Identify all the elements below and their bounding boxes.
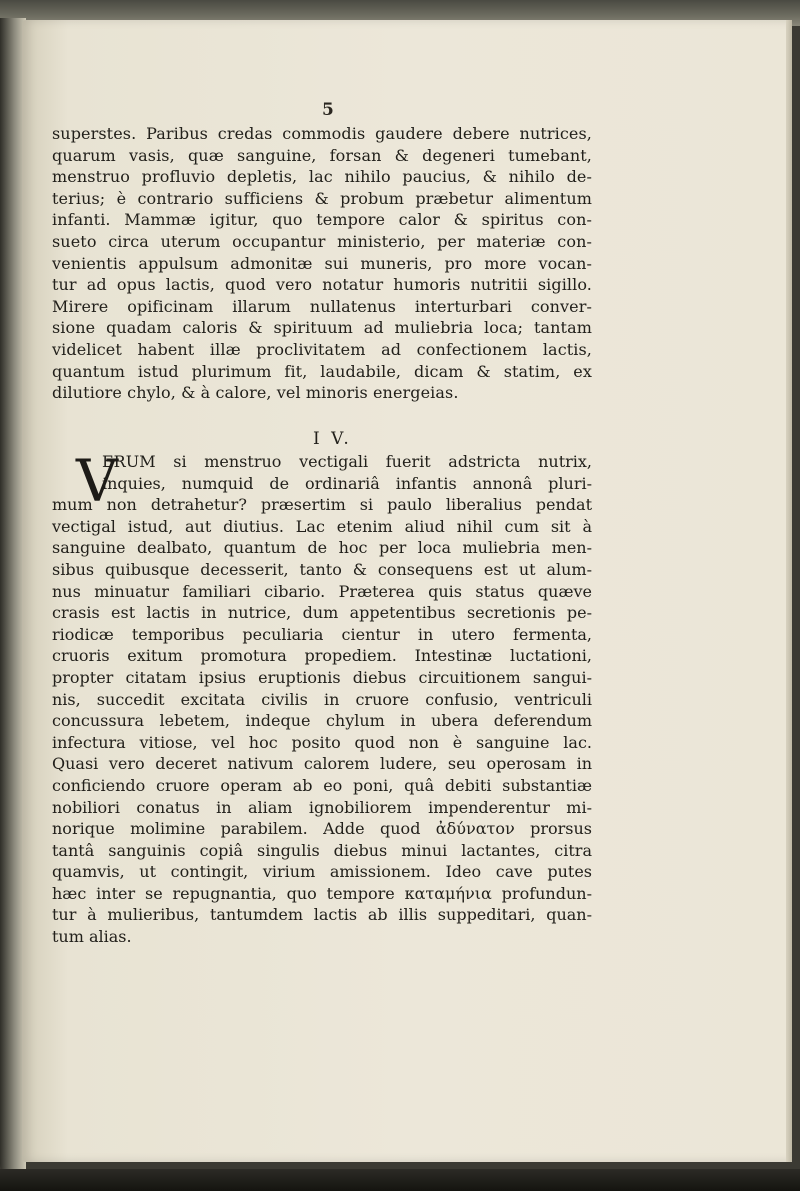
text-line: norique molimine parabilem. Adde quod ἀδύνατον prorsus — [52, 819, 592, 839]
text-line: sione quadam caloris & spirituum ad muliebria loca; tantam — [52, 318, 592, 338]
text-line: infanti. Mammæ igitur, quo tempore calor & spiritus con- — [52, 210, 592, 230]
text-line: ERUM si menstruo vectigali fuerit adstricta nutrix, — [102, 452, 592, 471]
text-line: nobiliori conatus in aliam ignobiliorem impenderentur mi- — [52, 797, 592, 817]
text-line: terius; è contrario sufficiens & probum præbetur alimentum — [52, 188, 592, 208]
text-line: infectura vitiose, vel hoc posito quod non è sanguine lac. — [52, 732, 592, 752]
page-right-edge — [786, 20, 792, 1162]
text-line: nis, succedit excitata civilis in cruore confusio, ventriculi — [52, 689, 592, 709]
text-line: Mirere opificinam illarum nullatenus interturbari conver- — [52, 296, 592, 316]
drop-cap: V — [76, 447, 118, 515]
text-line: quamvis, ut contingit, virium amissionem. Ideo cave putes — [52, 862, 592, 882]
book-binding-bottom — [0, 1169, 800, 1191]
text-line: quantum istud plurimum fit, laudabile, dicam & statim, ex — [52, 361, 592, 381]
text-line: tum alias. — [52, 927, 132, 947]
text-line: superstes. Paribus credas commodis gaudere debere nutrices, — [52, 124, 592, 143]
text-line: sueto circa uterum occupantur ministerio, per materiæ con- — [52, 231, 592, 251]
paragraph-1 — [52, 123, 592, 404]
section-heading: I V. — [313, 429, 352, 449]
text-line: inquies, numquid de ordinariâ infantis annonâ pluri- — [102, 473, 592, 493]
text-line: dilutiore chylo, & à calore, vel minoris energeias. — [52, 383, 459, 403]
text-line: tur à mulieribus, tantumdem lactis ab illis suppeditari, quan- — [52, 905, 592, 925]
text-line: Quasi vero deceret nativum calorem ludere, seu operosam in — [52, 754, 592, 774]
text-line: quarum vasis, quæ sanguine, forsan & degeneri tumebant, — [52, 145, 592, 165]
text-line: hæc inter se repugnantia, quo tempore καταμήνια profundun- — [52, 883, 592, 903]
text-line: crasis est lactis in nutrice, dum appetentibus secretionis pe- — [52, 603, 592, 623]
text-line: sanguine dealbato, quantum de hoc per loca muliebria men- — [52, 538, 592, 558]
paragraph-2 — [52, 447, 592, 948]
text-line: sibus quibusque decesserit, tanto & consequens est ut alum- — [52, 559, 592, 579]
page-number: 5 — [322, 100, 334, 120]
text-line: conficiendo cruore operam ab eo poni, quâ debiti substantiæ — [52, 775, 592, 795]
text-line: vectigal istud, aut diutius. Lac etenim aliud nihil cum sit à — [52, 516, 592, 536]
text-line: propter citatam ipsius eruptionis diebus circuitionem sangui- — [52, 667, 592, 687]
text-line: riodicæ temporibus peculiaria cientur in utero fermenta, — [52, 624, 592, 644]
text-line: nus minuatur familiari cibario. Præterea quis status quæve — [52, 581, 592, 601]
text-line: tantâ sanguinis copiâ singulis diebus minui lactantes, citra — [52, 840, 592, 860]
text-line: venientis appulsum admonitæ sui muneris, pro more vocan- — [52, 253, 592, 273]
text-line: videlicet habent illæ proclivitatem ad confectionem lactis, — [52, 339, 592, 359]
text-line: mum non detrahetur? præsertim si paulo liberalius pendat — [52, 495, 592, 515]
text-line: concussura lebetem, indeque chylum in ubera deferendum — [52, 711, 592, 731]
text-line: cruoris exitum promotura propediem. Intestinæ luctationi, — [52, 646, 592, 666]
text-line: menstruo profluvio depletis, lac nihilo paucius, & nihilo de- — [52, 167, 592, 187]
text-line: tur ad opus lactis, quod vero notatur humoris nutritii sigillo. — [52, 275, 592, 295]
